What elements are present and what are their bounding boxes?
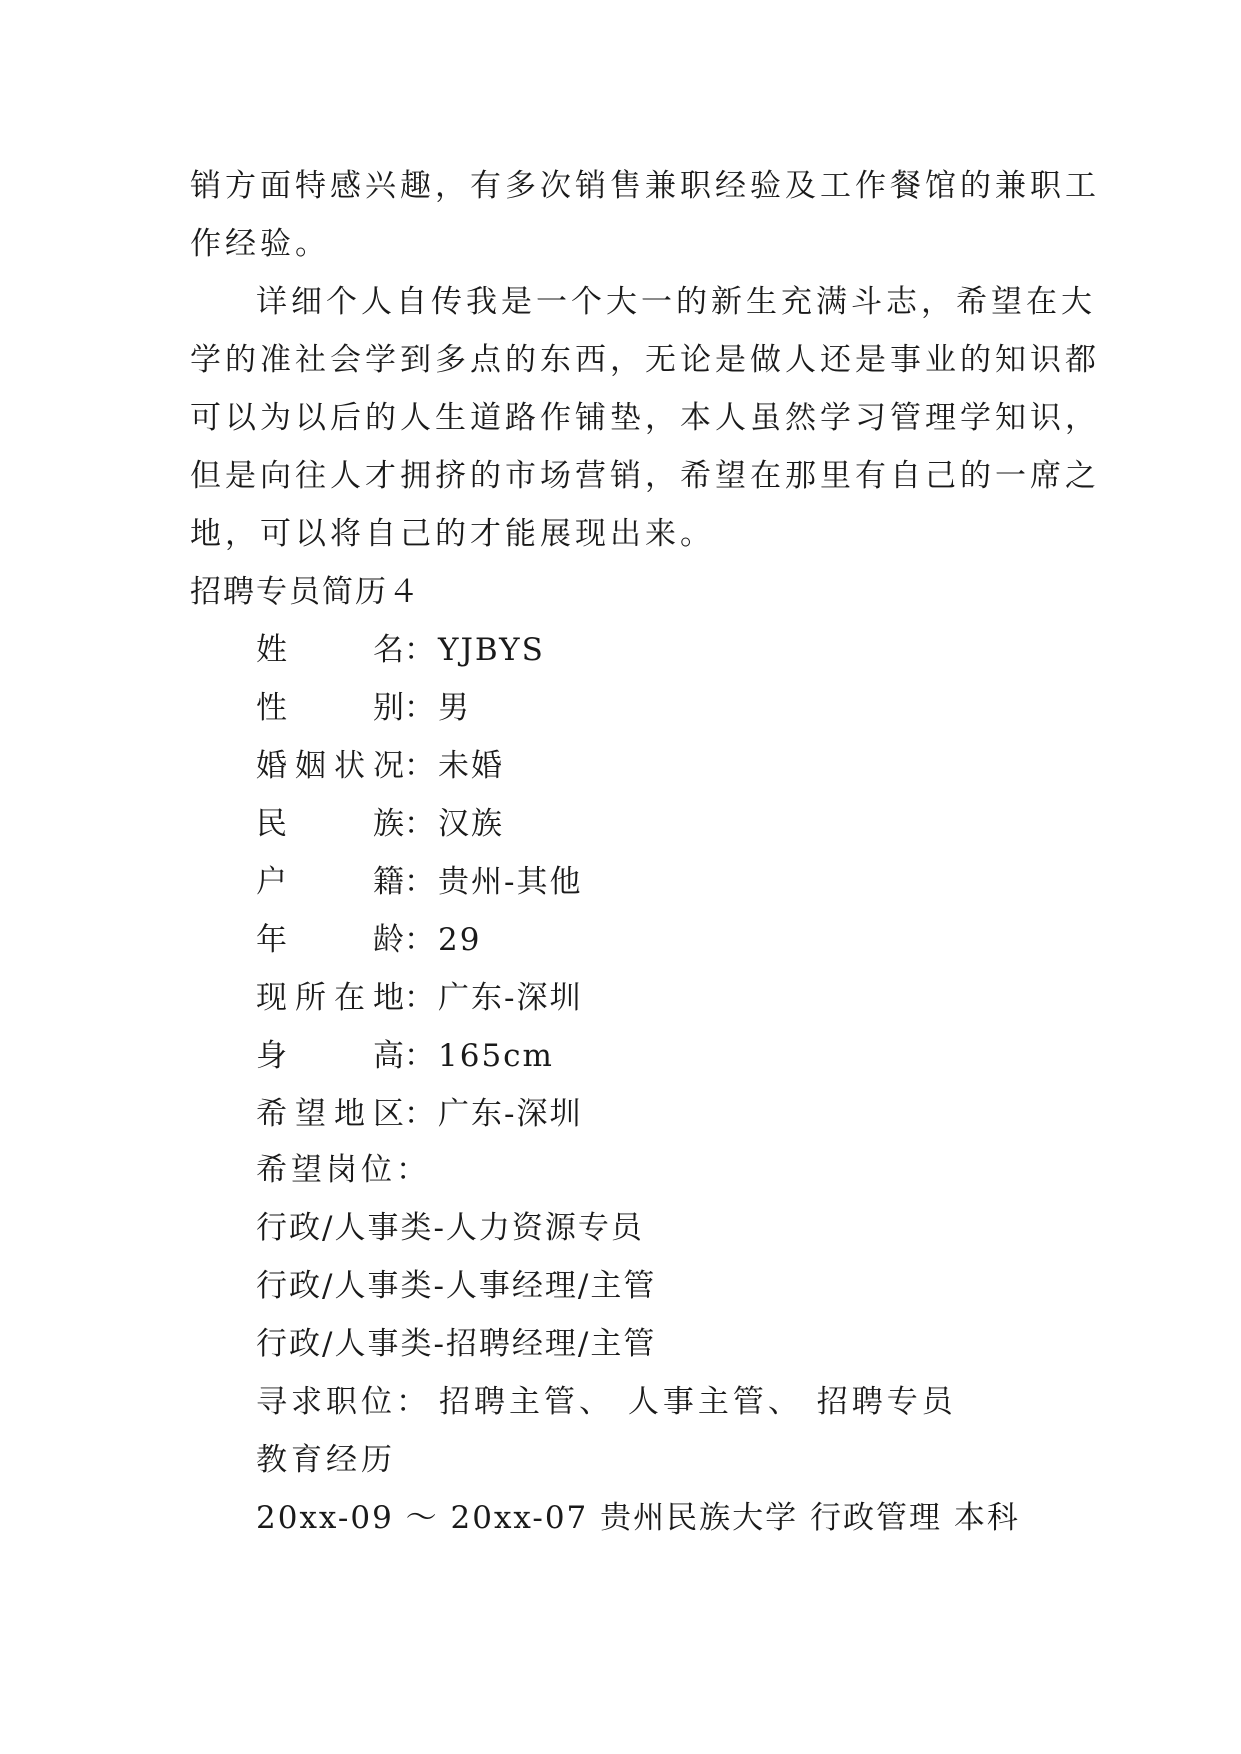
field-label-char: 区 bbox=[373, 1096, 404, 1132]
field-label-char: 希 bbox=[256, 1096, 287, 1132]
field-label-text bbox=[256, 862, 404, 902]
education-entry: 20xx-09 ～ 20xx-07 贵州民族大学 行政管理 本科 bbox=[256, 1500, 1020, 1536]
field-label-char: 现 bbox=[256, 980, 287, 1016]
field-value: 广东-深圳 bbox=[438, 1096, 583, 1132]
desired-position-item: 行政/人事类-人力资源专员 bbox=[256, 1210, 644, 1246]
field-value: 165cm bbox=[438, 1038, 554, 1074]
desired-position-item: 行政/人事类-人事经理/主管 bbox=[256, 1268, 657, 1304]
seeking-value: 招聘主管、 人事主管、 招聘专员 bbox=[439, 1384, 957, 1420]
field-colon: ： bbox=[404, 980, 435, 1016]
paragraph-line: 详细个人自传我是一个大一的新生充满斗志，希望在大 bbox=[256, 284, 1096, 320]
field-label-char: 高 bbox=[373, 1038, 404, 1074]
field-label-char: 姻 bbox=[295, 748, 326, 784]
field-colon: ： bbox=[404, 864, 435, 900]
field-label bbox=[256, 746, 434, 786]
field-label-char: 婚 bbox=[256, 748, 287, 784]
section-title: 招聘专员简历４ bbox=[190, 574, 421, 610]
field-label-char: 地 bbox=[334, 1096, 365, 1132]
field-label bbox=[256, 804, 434, 844]
paragraph-line: 可以为以后的人生道路作铺垫，本人虽然学习管理学知识， bbox=[190, 400, 1100, 436]
field-label-text bbox=[256, 746, 404, 786]
paragraph-line: 地，可以将自己的才能展现出来。 bbox=[190, 516, 715, 552]
field-value: 广东-深圳 bbox=[438, 980, 583, 1016]
field-label-text bbox=[256, 1036, 404, 1076]
field-label-char: 望 bbox=[295, 1096, 326, 1132]
field-value: 未婚 bbox=[438, 748, 504, 784]
desired-position-item: 行政/人事类-招聘经理/主管 bbox=[256, 1326, 657, 1362]
field-colon: ： bbox=[404, 806, 435, 842]
field-label bbox=[256, 688, 434, 728]
field-label-text bbox=[256, 1094, 404, 1134]
field-value: 29 bbox=[438, 922, 482, 958]
field-label-char: 年 bbox=[256, 922, 287, 958]
field-value: 男 bbox=[438, 690, 471, 726]
field-label-text bbox=[256, 920, 404, 960]
field-label-char: 地 bbox=[373, 980, 404, 1016]
field-label-char: 族 bbox=[373, 806, 404, 842]
field-label-text bbox=[256, 978, 404, 1018]
field-label-char: 别 bbox=[373, 690, 404, 726]
field-colon: ： bbox=[404, 748, 435, 784]
field-value: 汉族 bbox=[438, 806, 504, 842]
field-label bbox=[256, 978, 434, 1018]
field-colon: ： bbox=[404, 922, 435, 958]
paragraph-line: 学的准社会学到多点的东西，无论是做人还是事业的知识都 bbox=[190, 342, 1100, 378]
field-label-text bbox=[256, 688, 404, 728]
field-colon: ： bbox=[404, 690, 435, 726]
field-label bbox=[256, 1094, 434, 1134]
paragraph-line: 作经验。 bbox=[190, 226, 330, 262]
field-label-char: 身 bbox=[256, 1038, 287, 1074]
field-label bbox=[256, 920, 434, 960]
field-label-char: 龄 bbox=[373, 922, 404, 958]
field-value: YJBYS bbox=[438, 632, 545, 668]
field-label-char: 性 bbox=[256, 690, 287, 726]
field-label-char: 状 bbox=[334, 748, 365, 784]
field-label-char: 姓 bbox=[256, 632, 287, 668]
seeking-label: 寻求职位： bbox=[256, 1384, 431, 1420]
paragraph-line: 销方面特感兴趣，有多次销售兼职经验及工作餐馆的兼职工 bbox=[190, 168, 1100, 204]
field-label bbox=[256, 1036, 434, 1076]
field-label-char: 所 bbox=[295, 980, 326, 1016]
desired-positions-label: 希望岗位： bbox=[256, 1152, 431, 1188]
education-title: 教育经历 bbox=[256, 1442, 396, 1478]
field-label-char: 民 bbox=[256, 806, 287, 842]
seeking-row bbox=[256, 1382, 957, 1422]
field-label-char: 籍 bbox=[373, 864, 404, 900]
field-value: 贵州-其他 bbox=[438, 864, 583, 900]
field-label-text bbox=[256, 804, 404, 844]
field-label-text bbox=[256, 630, 404, 670]
field-colon: ： bbox=[404, 632, 435, 668]
field-colon: ： bbox=[404, 1096, 435, 1132]
field-label-char: 户 bbox=[256, 864, 287, 900]
field-label-char: 在 bbox=[334, 980, 365, 1016]
field-colon: ： bbox=[404, 1038, 435, 1074]
field-label bbox=[256, 862, 434, 902]
field-label-char: 况 bbox=[373, 748, 404, 784]
field-label-char: 名 bbox=[373, 632, 404, 668]
field-label bbox=[256, 630, 434, 670]
paragraph-line: 但是向往人才拥挤的市场营销，希望在那里有自己的一席之 bbox=[190, 458, 1100, 494]
